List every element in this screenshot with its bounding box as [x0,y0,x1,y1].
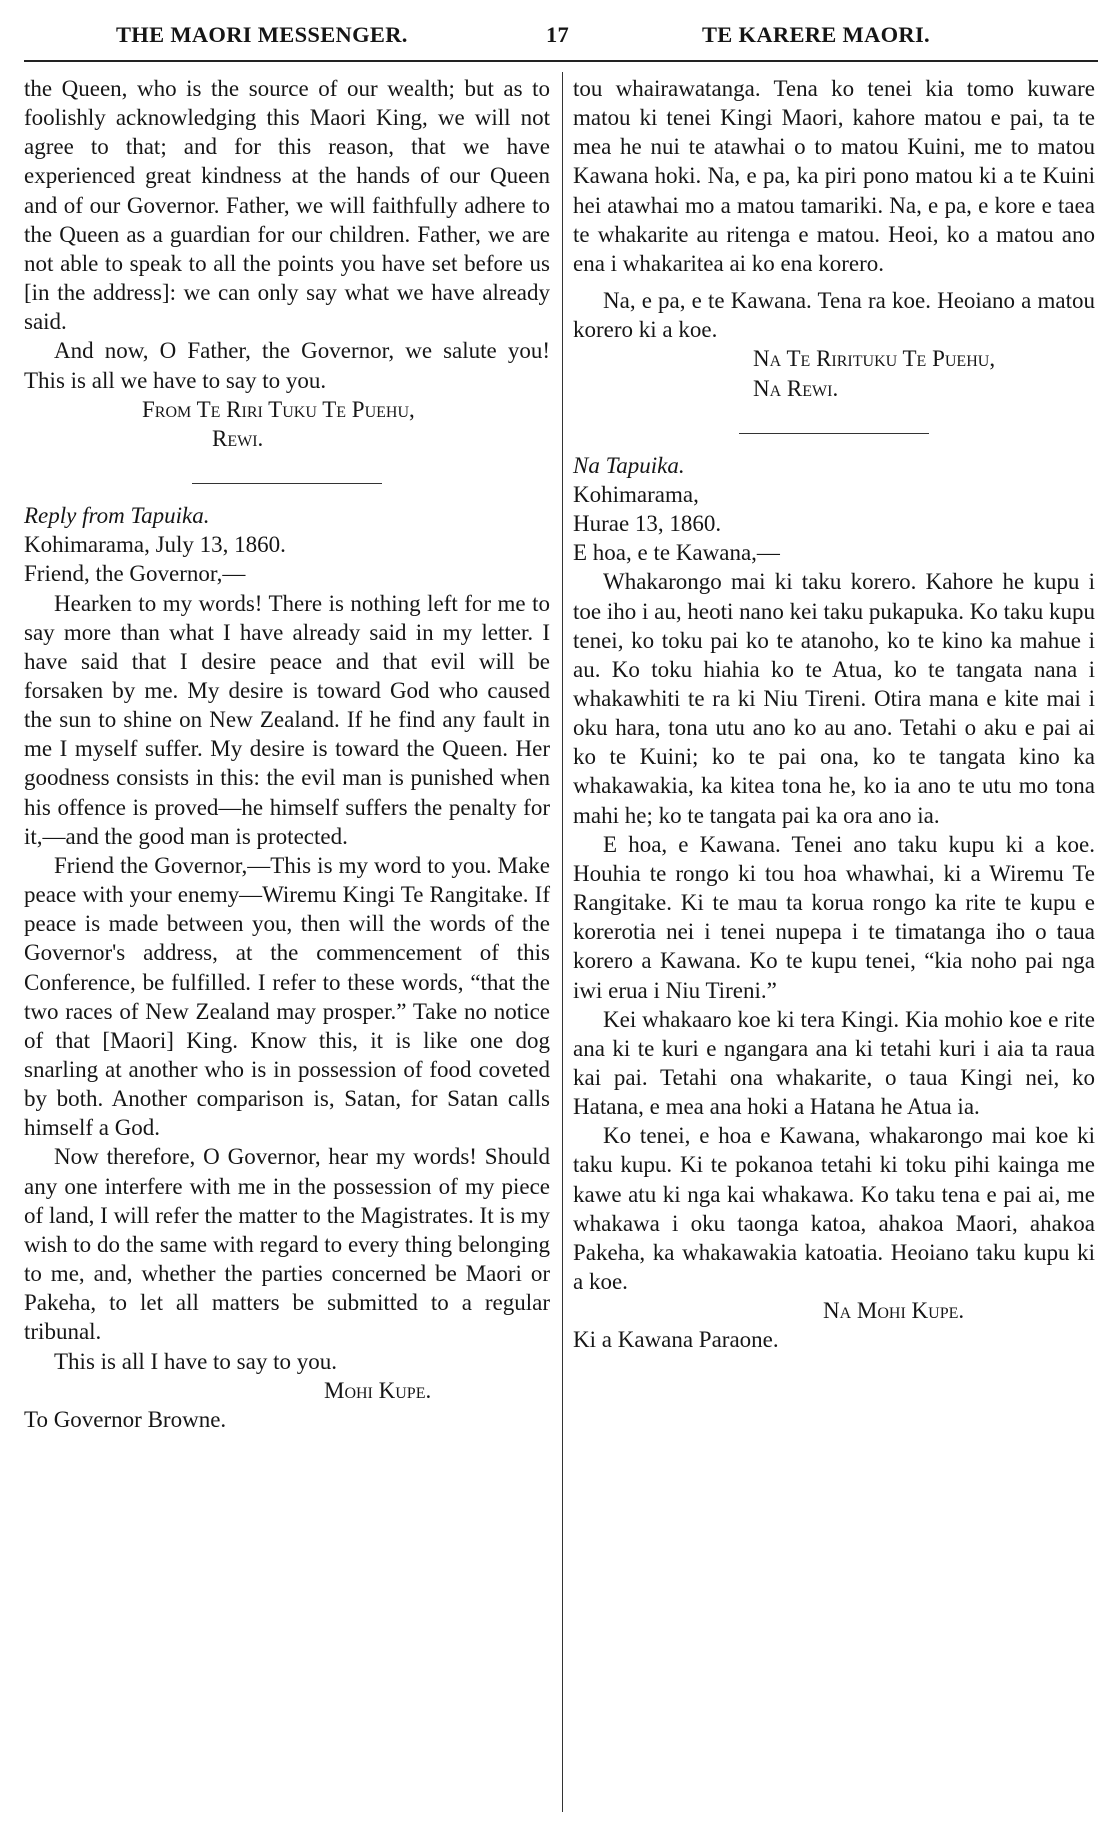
english-signature-rewi-line-1: From Te Riri Tuku Te Puehu, [142,396,415,422]
maori-paragraph-5: Kei whakaaro koe ki tera Kingi. Kia mohio koe e rite ana ki te kuri e ngangara ana ki tetahi kuri i aia ta raua kai pai. Tetahi ona whakarite, o taua Kingi nei, ko Hatana, e mea ana hoki a Hatana he Atua ia. [573,1006,1095,1120]
column-divider [562,72,563,1812]
english-addressee: To Governor Browne. [24,1406,227,1432]
english-paragraph-2: And now, O Father, the Governor, we salute you! This is all we have to say to you. [24,338,550,393]
maori-paragraph-6: Ko tenei, e hoa e Kawana, whakarongo mai koe ki taku kupu. Ki te pokanoa tetahi ki toku pihi kainga me kawe atu ki nga kai whakawa. Ko taku tena e pai ai, me whakawa i oku taonga katoa, ahakoa Maori, ahakoa Pakeha, ka whakawakia katoatia. Heoiano taku kupu ki a koe. [573,1123,1095,1295]
maori-paragraph-3: Whakarongo mai ki taku korero. Kahore he kupu i toe iho i au, heoti nano kei taku pukapuka. Ko taku kupu tenei, ko toku pai ko te atanoho, ko te kino ka mahue i au. Ko toku hiahia ko te Atua, ko te tangata nana i whakawhiti te ra ki Niu Tireni. Otira mana e kite mai i oku hara, tona utu ano ko au ano. Tetahi o aku e pai ai ko te Kuini; ko te pai ona, ko te tangata kino ka whakawakia, ka kitea tona he, ko ia ano te utu mo tona mahi he; ko te tangata pai ka ora ano ia. [573,569,1095,828]
english-signature-mohi-kupe: Mohi Kupe. [324,1377,432,1403]
maori-addressee: Ki a Kawana Paraone. [573,1327,779,1353]
maori-salutation: E hoa, e te Kawana,— [573,540,780,566]
english-signature-rewi-line-2: Rewi. [212,425,264,451]
english-paragraph-5: Now therefore, O Governor, hear my words! Should any one interfere with me in the possession of my piece of land, I will refer the matter to the Magistrates. It is my wish to do the same with regard to every thing belonging to me, and, whether the parties concerned be Maori or Pakeha, to let all matters be submitted to a regular tribunal. [24,1144,550,1345]
english-paragraph-3: Hearken to my words! There is nothing left for me to say more than what I have already said in my letter. I have said that I desire peace and that evil will be forsaken by me. My desire is toward God who caused the sun to shine on New Zealand. If he find any fault in me I myself suffer. My desire is toward the Queen. Her goodness consists in this: the evil man is punished when his offence is proved—he himself suffers the penalty for it,—and the good man is protected. [24,590,550,849]
english-paragraph-6: This is all I have to say to you. [54,1348,337,1374]
maori-paragraph-2: Na, e pa, e te Kawana. Tena ra koe. Heoiano a matou korero ki a koe. [573,288,1095,343]
english-paragraph-1: the Queen, who is the source of our wealth; but as to foolishly acknowledging this Maori King, we will not agree to that; and for this reason, that we have experienced great kindness at the hands of our Queen and of our Governor. Father, we will faithfully adhere to the Queen as a guardian for our children. Father, we are not able to speak to all the points you have set before us [in the address]: we can only say what we have already said. [24,76,550,335]
maori-section-divider [573,403,1095,451]
maori-signature-rewi-line-1: Na Te Rirituku Te Puehu, [753,346,996,372]
english-paragraph-4: Friend the Governor,—This is my word to you. Make peace with your enemy—Wiremu Kingi Te Rangitake. If peace is made between you, then will the words of the Governor's address, at the commencement of this Conference, be fulfilled. I refer to these words, “that the two races of New Zealand may prosper.” Take no notice of that [Maori] King. Know this, it is like one dog snarling at another who is in possession of food coveted by both. Another comparison is, Satan, for Satan calls himself a God. [24,852,550,1141]
header-english-title: THE MAORI MESSENGER. [116,22,408,47]
maori-paragraph-4: E hoa, e Kawana. Tenei ano taku kupu ki a koe. Houhia te rongo ki tou hoa whawhai, ki a Wiremu Te Rangitake. Ki te mau ta korua rongo ka rite te kupu e korerotia nei i tenei nupepa i te timatanga iho o taua korero a Kawana. Ko te kupu tenei, “kia noho pai nga iwi erua i Niu Tireni.” [573,831,1095,1003]
english-letter-date: Kohimarama, July 13, 1860. [24,532,286,558]
english-salutation: Friend, the Governor,— [24,561,246,587]
english-reply-heading: Reply from Tapuika. [24,503,210,529]
maori-signature-mohi-kupe: Na Mohi Kupe. [823,1298,965,1324]
maori-letter-date-day: Hurae 13, 1860. [573,511,722,537]
page-header [0,14,1114,54]
page-number: 17 [546,22,570,47]
english-section-divider [24,453,550,501]
english-column [24,74,550,1434]
maori-paragraph-1: tou whairawatanga. Tena ko tenei kia tomo kuware matou ki tenei Kingi Maori, kahore matou e pai, ta te mea he nui te atawhai o to matou Kuini, me to matou Kawana hoki. Na, e pa, ka piri pono matou ki a te Kuini hei atawhai mo a matou tamariki. Na, e pa, e kore e taea te whakarite au ritenga e matou. Heoi, ko a matou ano ena i whakaritea ai ko ena korero. [573,76,1095,276]
header-maori-title: TE KARERE MAORI. [702,22,930,47]
maori-reply-heading: Na Tapuika. [573,452,685,478]
maori-gap [573,278,1095,286]
maori-column [573,74,1095,1355]
maori-signature-rewi-line-2: Na Rewi. [753,375,839,401]
maori-letter-date-place: Kohimarama, [573,481,699,507]
header-rule [24,60,1098,62]
